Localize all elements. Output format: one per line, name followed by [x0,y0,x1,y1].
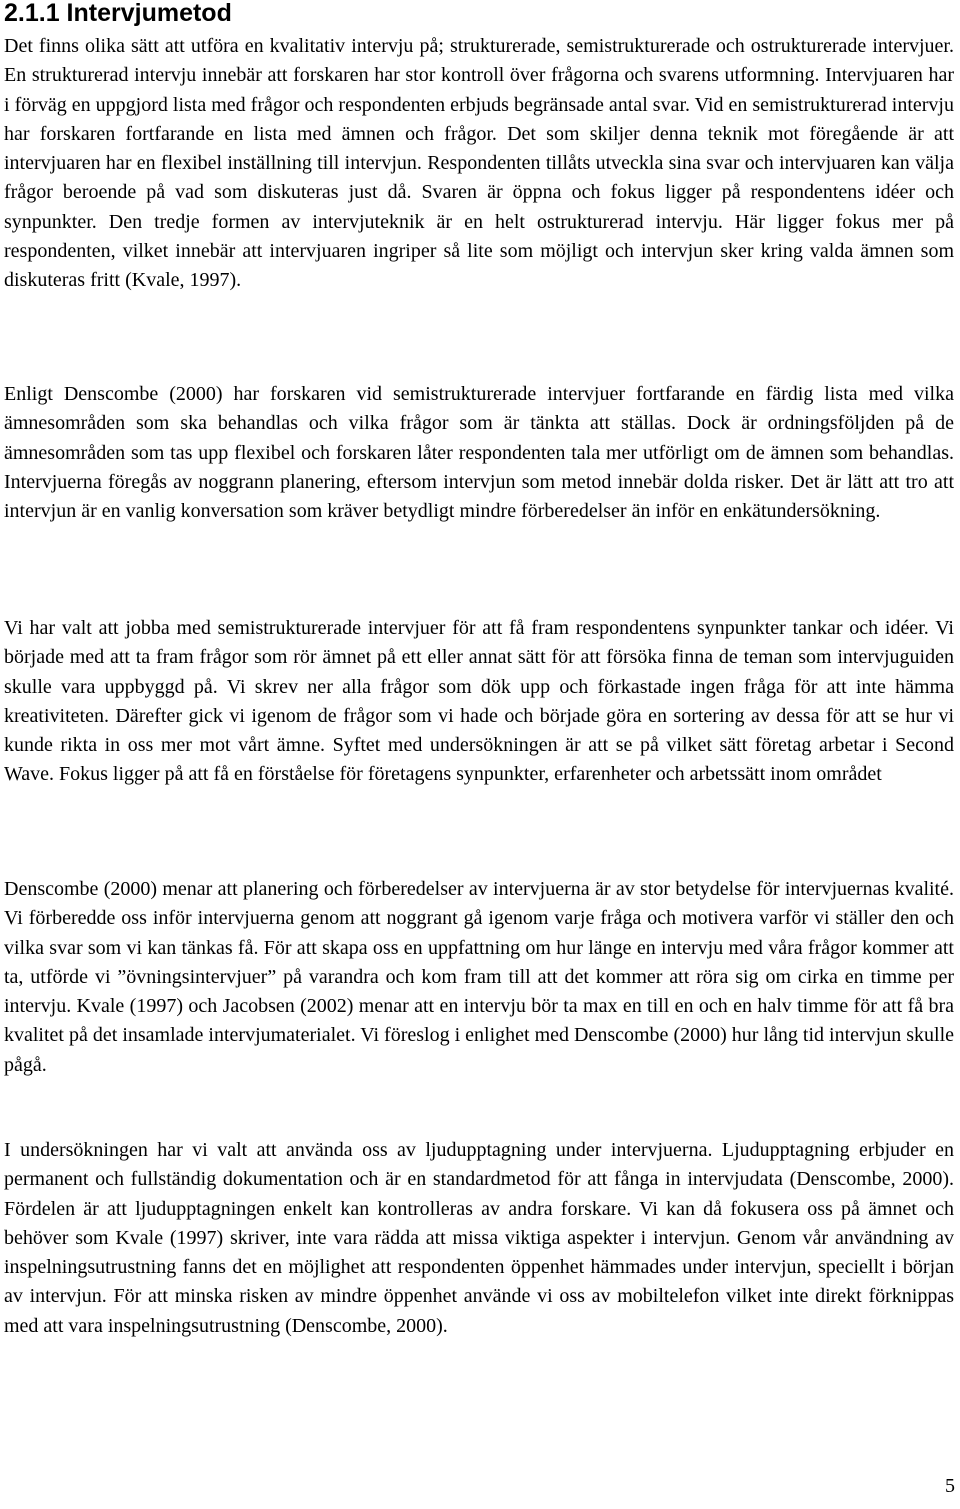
paragraph-interview-types: Det finns olika sätt att utföra en kvalitativ intervju på; strukturerade, semistrukturerade och ostrukturerade intervjuer. En strukturerad intervju innebär att forskaren har stor kontroll över frågorna och svarens utformning. Intervjuaren har i förväg en uppgjord lista med frågor och respondenten erbjuds begränsade antal svar. Vid en semistrukturerad intervju har forskaren fortfarande en lista med ämnen och frågor. Det som skiljer denna teknik mot föregående är att intervjuaren har en flexibel inställning till intervjun. Respondenten tillåts utveckla sina svar och intervjuaren kan välja frågor beroende på vad som diskuteras just då. Svaren är öppna och fokus ligger på respondentens idéer och synpunkter. Den tredje formen av intervjuteknik är en helt ostrukturerad intervju. Här ligger fokus mer på respondenten, vilket innebär att intervjuaren ingriper så lite som möjligt och intervjun sker kring valda ämnen som diskuteras fritt (Kvale, 1997). [4,35,954,292]
section-heading: 2.1.1 Intervjumetod [4,0,232,27]
paragraph-audio-recording: I undersökningen har vi valt att använda oss av ljudupptagning under intervjuerna. Ljudupptagning erbjuder en permanent och fullständig dokumentation och är en standardmetod för att fånga in intervjudata (Denscombe, 2000). Fördelen är att ljudupptagningen enkelt kan kontrolleras av andra forskare. Vi kan då fokusera oss på ämnet och behöver som Kvale (1997) skriver, inte vara rädda att missa viktiga aspekter i intervjun. Genom vår användning av inspelningsutrustning fanns det en möjlighet att respondenten öppenhet hämmades under intervjun, speciellt i början av intervjun. För att minska risken av mindre öppenhet använde vi oss av mobiltelefon vilket inte direkt förknippas med att vara inspelningsutrustning (Denscombe, 2000). [4,1139,954,1337]
paragraph-planning: Denscombe (2000) menar att planering och förberedelser av intervjuerna är av stor betydelse för intervjuernas kvalité. Vi förberedde oss inför intervjuerna genom att noggrant gå igenom varje fråga och motivera varför vi ställer den och vilka svar som vi kan tänkas få. För att skapa oss en uppfattning om hur länge en intervju med våra frågor kommer att ta, utförde vi ”övningsintervjuer” på varandra och kom fram till att det kommer att röra sig om cirka en timme per intervju. Kvale (1997) och Jacobsen (2002) menar att en intervju bör ta max en till en och en halv timme för att få bra kvalitet på det insamlade intervjumaterialet. Vi föreslog i enlighet med Denscombe (2000) hur lång tid intervjun skulle pågå. [4,878,954,1076]
paragraph-our-approach: Vi har valt att jobba med semistrukturerade intervjuer för att få fram respondentens synpunkter tankar och idéer. Vi började med att ta fram frågor som rör ämnet på ett eller annat sätt för att försöka finna de teman som intervjuguiden skulle vara uppbyggd på. Vi skrev ner alla frågor som dök upp och förkastade ingen fråga för att inte hämma kreativiteten. Därefter gick vi igenom de frågor som vi hade och började göra en sortering av dessa för att se hur vi kunde rikta in oss mer mot vårt ämne. Syftet med undersökningen är att se på vilket sätt företag arbetar i Second Wave. Fokus ligger på att få en förståelse för företagens synpunkter, erfarenheter och arbetssätt inom området [4,617,954,786]
page-number: 5 [945,1475,955,1497]
paragraph-semistructured-denscombe: Enligt Denscombe (2000) har forskaren vid semistrukturerade intervjuer fortfarande en färdig lista med vilka ämnesområden som ska behandlas och vilka frågor som är tänkta att ställas. Dock är ordningsföljden på de ämnesområden som tas upp flexibel och forskaren låter respondenten tala mer utförligt om de ämnen som behandlas. Intervjuerna föregås av noggrann planering, eftersom intervjun som metod innebär dolda risker. Det är lätt att tro att intervjun är en vanlig konversation som kräver betydligt mindre förberedelser än inför en enkätundersökning. [4,383,954,523]
